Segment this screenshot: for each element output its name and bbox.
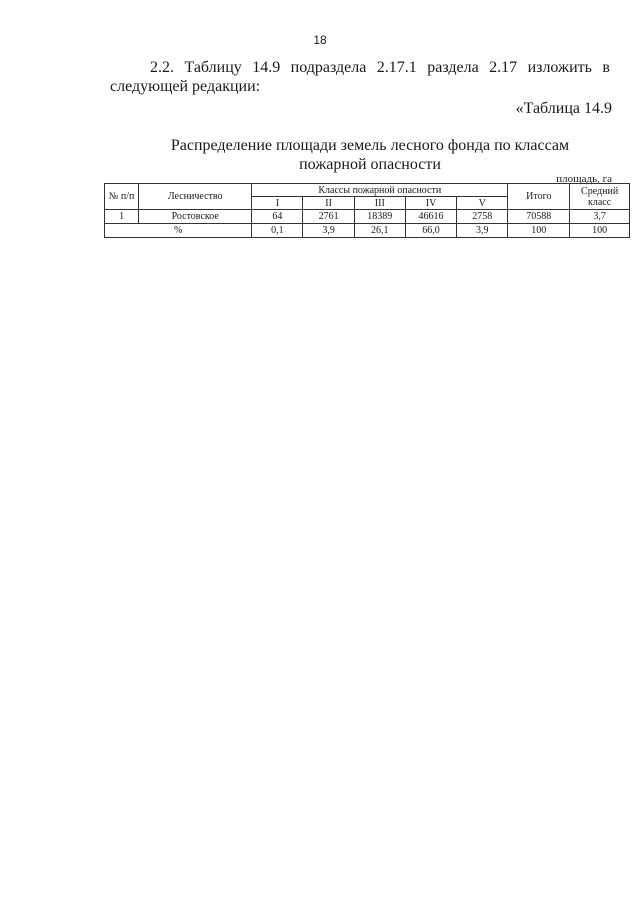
- word: 14.9: [252, 59, 281, 76]
- cell-num: 1: [105, 210, 139, 224]
- word: в: [602, 59, 610, 76]
- page-number: 18: [313, 33, 327, 47]
- word: раздела: [427, 59, 479, 76]
- word: 2.2.: [150, 59, 174, 76]
- word: 2.17: [489, 59, 518, 76]
- word: 2.17.1: [376, 59, 417, 76]
- header-class-iii: III: [354, 197, 405, 210]
- cell-total: 70588: [508, 210, 570, 224]
- cell-name: %: [105, 224, 252, 238]
- header-average: Средний класс: [570, 184, 630, 210]
- cell-value: 26,1: [354, 224, 405, 238]
- header-total: Итого: [508, 184, 570, 210]
- cell-value: 18389: [354, 210, 405, 224]
- word: изложить: [527, 59, 592, 76]
- header-class-ii: II: [303, 197, 354, 210]
- cell-value: 3,9: [303, 224, 354, 238]
- table-reference: «Таблица 14.9: [515, 100, 612, 117]
- table-row: [105, 210, 630, 224]
- cell-value: 0,1: [252, 224, 303, 238]
- cell-total: 100: [508, 224, 570, 238]
- cell-value: 2761: [303, 210, 354, 224]
- cell-average: 3,7: [570, 210, 630, 224]
- word: подраздела: [290, 59, 367, 76]
- header-class-iv: IV: [405, 197, 456, 210]
- header-class-v: V: [457, 197, 508, 210]
- cell-value: 2758: [457, 210, 508, 224]
- header-num: № п/п: [105, 184, 139, 210]
- table-header-row: [105, 184, 630, 197]
- header-class-i: I: [252, 197, 303, 210]
- table-row: [105, 224, 630, 238]
- cell-name: Ростовское: [139, 210, 252, 224]
- header-forestry: Лесничество: [139, 184, 252, 210]
- cell-value: 46616: [405, 210, 456, 224]
- cell-value: 66,0: [405, 224, 456, 238]
- paragraph-line-2: следующей редакции:: [110, 78, 261, 95]
- word: Таблицу: [184, 59, 242, 76]
- header-classes-group: Классы пожарной опасности: [252, 184, 508, 197]
- cell-value: 64: [252, 210, 303, 224]
- paragraph: [110, 58, 610, 96]
- fire-danger-table: [104, 183, 630, 238]
- cell-average: 100: [570, 224, 630, 238]
- table-title: Распределение площади земель лесного фонда по классам пожарной опасности: [170, 137, 570, 173]
- paragraph-line-1: [110, 58, 610, 77]
- cell-value: 3,9: [457, 224, 508, 238]
- unit-label: площадь, га: [556, 173, 612, 185]
